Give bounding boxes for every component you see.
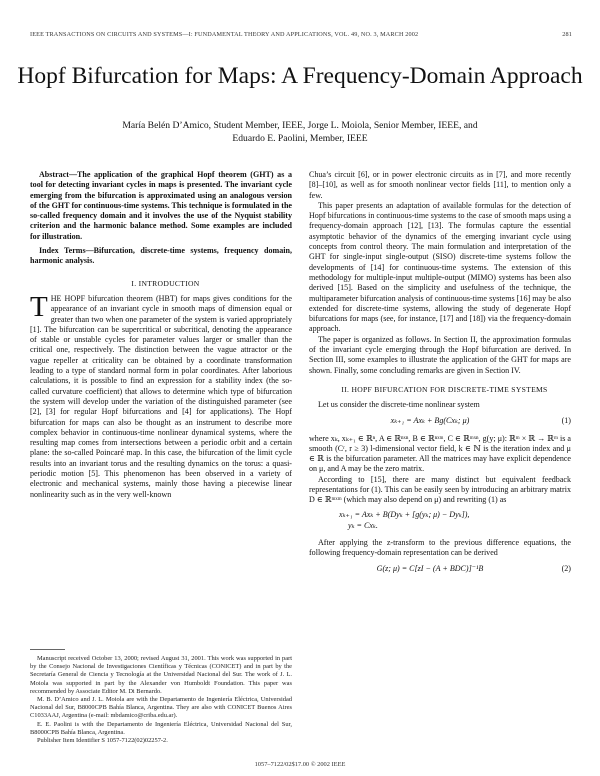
footnote-affiliation-1: M. B. D’Amico and J. L. Moiola are with the Departamento de Ingeniería Eléctrica, Universidad Nacional del Sur, B8000CPB Bahía Blanca, Argentina. They are also with CONICET Buenos Aires C1033AAJ, Argentina (e-mail: mbdamico@criba.edu.ar). <box>30 696 292 720</box>
where-paragraph: where xₖ, xₖ₊₁ ∈ ℝⁿ, A ∈ ℝⁿˣⁿ, B ∈ ℝⁿˣᵐ, C ∈ ℝᵐˣⁿ, g(y; μ): ℝᵐ × ℝ → ℝᵐ is a smooth (Cʳ, r ≥ 3) l-dimensional vector field, k ∈ ℕ is the iteration index and μ ∈ ℝ is the bifurcation parameter. All the matrices may have explicit dependence on μ, and A may be the zero matrix. <box>309 433 571 474</box>
z-transform-paragraph: After applying the z-transform to the previous difference equations, the following frequency-domain representation can be derived <box>309 537 571 557</box>
footnote-affiliation-2: E. E. Paolini is with the Departamento de Ingeniería Eléctrica, Universidad Nacional del Sur, B8000CPB Bahía Blanca, Argentina. <box>30 720 292 736</box>
intro-paragraph-2: This paper presents an adaptation of available formulas for the detection of Hopf bifurcations in continuous-time systems to the case of smooth maps using a frequency-domain approach [12], [13]. The formulas capture the essential asymptotic behavior of the dynamics of the emerging invariant cycle using concepts from control theory. The main formulation and interpretation of the GHT for single-input single-output (SISO) discrete-time systems follow the developments of [14] for continuous-time systems. The extension of this methodology for multiple-input multiple-output (MIMO) systems has been also derived [15]. Based on the simplicity and usefulness of the technique, the multiparameter bifurcation analysis of continuous-time systems [16] may be also extended for discrete-time systems, allowing the study of degenerate Hopf bifurcations for maps (see, for instance, [17] and [18]) via the frequency-domain approach. <box>309 200 571 334</box>
right-column <box>309 170 571 578</box>
equation-1 <box>309 416 571 430</box>
footnote-rule <box>30 649 65 650</box>
index-terms: Index Terms—Bifurcation, discrete-time systems, frequency domain, harmonic analysis. <box>30 246 292 266</box>
copyright-footer: 1057–7122/02$17.00 © 2002 IEEE <box>254 761 346 768</box>
paper-title: Hopf Bifurcation for Maps: A Frequency-Domain Approach <box>17 63 583 89</box>
equation-2-body: G(z; μ) = C[zI − (A + BDC)]⁻¹B <box>376 564 484 574</box>
footnote <box>30 655 292 745</box>
left-column <box>30 170 292 500</box>
equation-system-line-1: xₖ₊₁ = Axₖ + B(Dyₖ + [g(yₖ; μ) − Dyₖ]), <box>339 509 470 519</box>
abstract <box>30 170 292 267</box>
footnote-pii: Publisher Item Identifier S 1057-7122(02)02257-2. <box>37 737 168 745</box>
intro-paragraph-3: The paper is organized as follows. In Section II, the approximation formulas of the invariant cycle emerging through the Hopf bifurcation are derived. In Section III, some examples to illustrate the application of the GHT for maps are shown. Finally, some concluding remarks are given in Section IV. <box>309 334 571 375</box>
author-line-2: Eduardo E. Paolini, Member, IEEE <box>232 133 368 144</box>
section-heading-introduction: I. INTRODUCTION <box>131 278 200 288</box>
intro-paragraph-continued: Chua’s circuit [6], or in power electronic circuits as in [7], and more recently [8]–[10], as well as for smooth nonlinear vector fields [11], to mention only a few. <box>309 170 571 200</box>
section2-intro: Let us consider the discrete-time nonlinear system <box>318 400 480 410</box>
author-line-1: María Belén D’Amico, Student Member, IEEE, Jorge L. Moiola, Senior Member, IEEE, and <box>122 120 478 131</box>
intro-paragraph: THE HOPF bifurcation theorem (HBT) for maps gives conditions for the appearance of an invariant cycle in smooth maps of dimension equal or greater than two when one parameter of the system is varied appropriately [1]. The bifurcation can be supercritical or subcritical, denoting the appearance of stable or unstable cycles for parameter values larger or smaller than the critical one, respectively. The distinction between the vague attractor or the vague repeller at criticality can be obtained by a coordinate transformation leading to a type of standard normal form in polar coordinates. After laborious calculations, it is possible to find an expression for a stability index (the so-called curvature coefficient) that allows to determine which type of bifurcation the system will develop under the variation of the distinguished parameter (see [2], [3] for regular Hopf bifurcations and [4] for applications). The Hopf bifurcation for maps can also be thought as an instrument to describe more complex behavior in continuous-time nonlinear dynamical systems, where the resulting map comes from intersections between a periodic orbit and a certain plane: the so-called Poincaré map. In this case, the bifurcation of the limit cycle results into an invariant torus and the resulting dynamics on the torus: a quasi-periodic motion [5]. This phenomenon has been observed in a variety of electronic and mechanical systems, mainly those having a piecewise linear nonlinearity such as in the very well-known <box>30 290 292 499</box>
abstract-text: Abstract—The application of the graphical Hopf theorem (GHT) as a tool for detecting invariant cycles in maps is presented. The invariant cycle emerging from the bifurcation is approximated using an analogous version of the GHT for continuous-time systems. This technique is formulated in the so-called frequency domain and it involves the use of the Nyquist stability criterion and the harmonic balance method. Some examples are included for illustration. <box>30 170 292 241</box>
equation-1-number: (1) <box>561 415 571 425</box>
author-list <box>0 119 600 145</box>
running-header: IEEE TRANSACTIONS ON CIRCUITS AND SYSTEMS—I: FUNDAMENTAL THEORY AND APPLICATIONS, VOL. 49, NO. 3, MARCH 2002 <box>30 31 419 38</box>
section-heading-hopf: II. HOPF BIFURCATION FOR DISCRETE-TIME SYSTEMS <box>341 384 548 394</box>
page-number: 281 <box>562 31 572 38</box>
drop-cap: T <box>30 290 48 323</box>
equation-system-line-2: yₖ = Cxₖ. <box>348 520 378 530</box>
equation-2-number: (2) <box>561 564 571 574</box>
feedback-paragraph: According to [15], there are many distinct but equivalent feedback representations for (1). This can be easily seen by introducing an arbitrary matrix D ∈ ℝᵐˣᵐ (which may also depend on μ) and rewriting (1) as <box>309 474 571 505</box>
footnote-received: Manuscript received October 13, 2000; revised August 31, 2001. This work was supported in part by the Consejo Nacional de Investigaciones Científicas y Técnicas (CONICET) and in part by the Secretaría General de Ciencia y Tecnología at the Universidad Nacional del Sur. The work of J. L. Moiola was supported in part by the Alexander von Humboldt Foundation. This paper was recommended by Associate Editor M. Di Bernardo. <box>30 655 292 695</box>
equation-2 <box>309 564 571 578</box>
equation-1-body: xₖ₊₁ = Axₖ + Bg(Cxₖ; μ) <box>390 415 470 425</box>
